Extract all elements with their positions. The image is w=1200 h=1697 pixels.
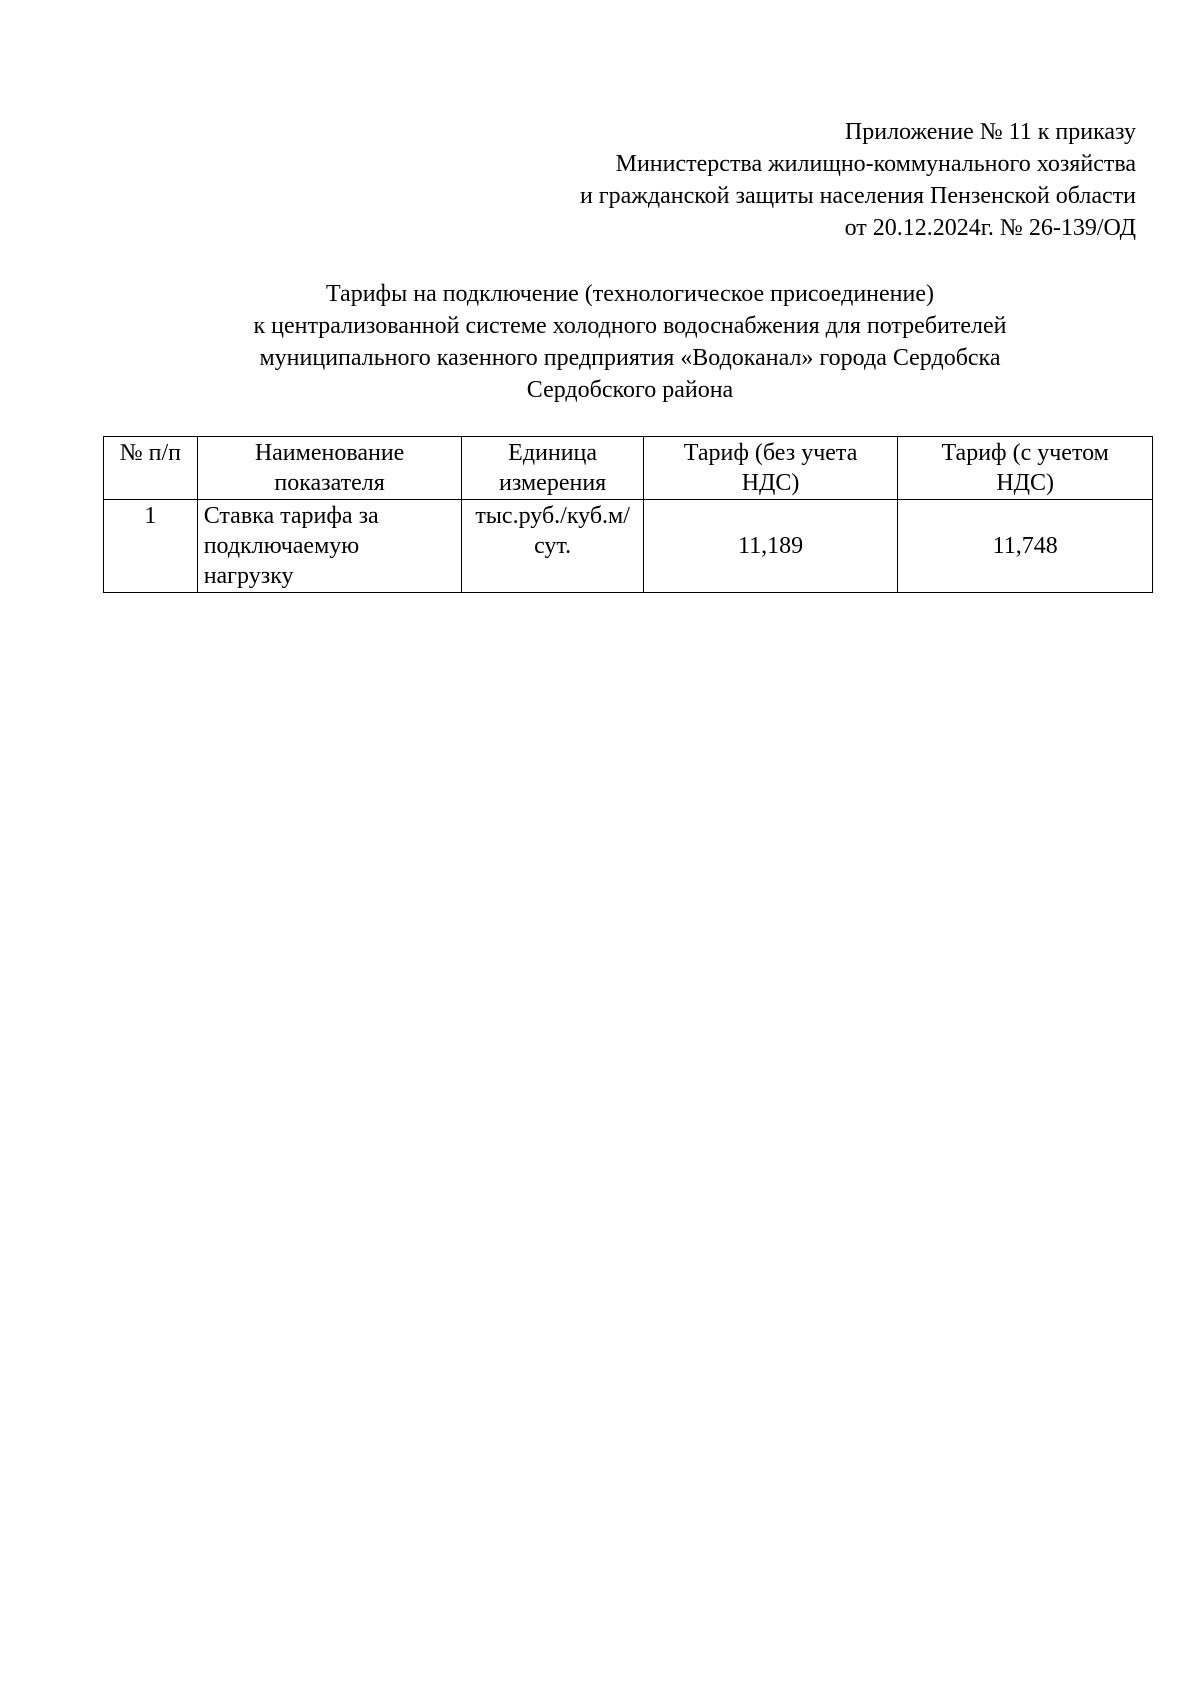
cell-tariff-without-vat (643, 500, 898, 593)
header-text: Единица (508, 440, 598, 466)
header-cell-name (197, 437, 462, 500)
table-header-row (104, 437, 1153, 500)
header-line: Приложение № 11 к приказу (844, 119, 1136, 145)
cell-text: 11,748 (992, 533, 1058, 559)
header-text: № п/п (119, 440, 181, 466)
tariff-table (103, 436, 1153, 593)
header-text: Наименование (254, 440, 405, 466)
cell-text: нагрузку (203, 563, 294, 589)
cell-tariff-with-vat (898, 500, 1153, 593)
cell-text: тыс.руб./куб.м/ (475, 503, 630, 529)
header-cell-unit (462, 437, 643, 500)
table-row (104, 500, 1153, 593)
header-text: Тариф (без учета (683, 440, 858, 466)
cell-unit (462, 500, 643, 593)
cell-num (104, 500, 198, 593)
cell-text: 11,189 (738, 533, 804, 559)
cell-text: подключаемую (203, 533, 360, 559)
title-line: Сердобского района (526, 377, 734, 403)
cell-name (197, 500, 462, 593)
header-text: НДС) (996, 470, 1055, 496)
title-line: Тарифы на подключение (технологическое присоединение) (325, 281, 935, 307)
header-text: измерения (499, 470, 607, 496)
title-line: к централизованной системе холодного водоснабжения для потребителей (253, 313, 1007, 339)
cell-text: Ставка тарифа за (203, 503, 379, 529)
header-cell-tariff-without-vat (643, 437, 898, 500)
header-line: от 20.12.2024г. № 26-139/ОД (844, 215, 1136, 241)
header-text: показателя (274, 470, 385, 496)
title-line: муниципального казенного предприятия «Водоканал» города Сердобска (259, 345, 1001, 371)
header-text: Тариф (с учетом (941, 440, 1109, 466)
order-reference-header (580, 116, 1136, 244)
cell-text: 1 (144, 503, 157, 529)
header-line: и гражданской защиты населения Пензенской области (579, 183, 1136, 209)
header-line: Министерства жилищно-коммунального хозяйства (615, 151, 1136, 177)
header-cell-num (104, 437, 198, 500)
cell-text: сут. (534, 533, 572, 559)
header-text: НДС) (741, 470, 800, 496)
document-title (0, 278, 1200, 406)
header-cell-tariff-with-vat (898, 437, 1153, 500)
